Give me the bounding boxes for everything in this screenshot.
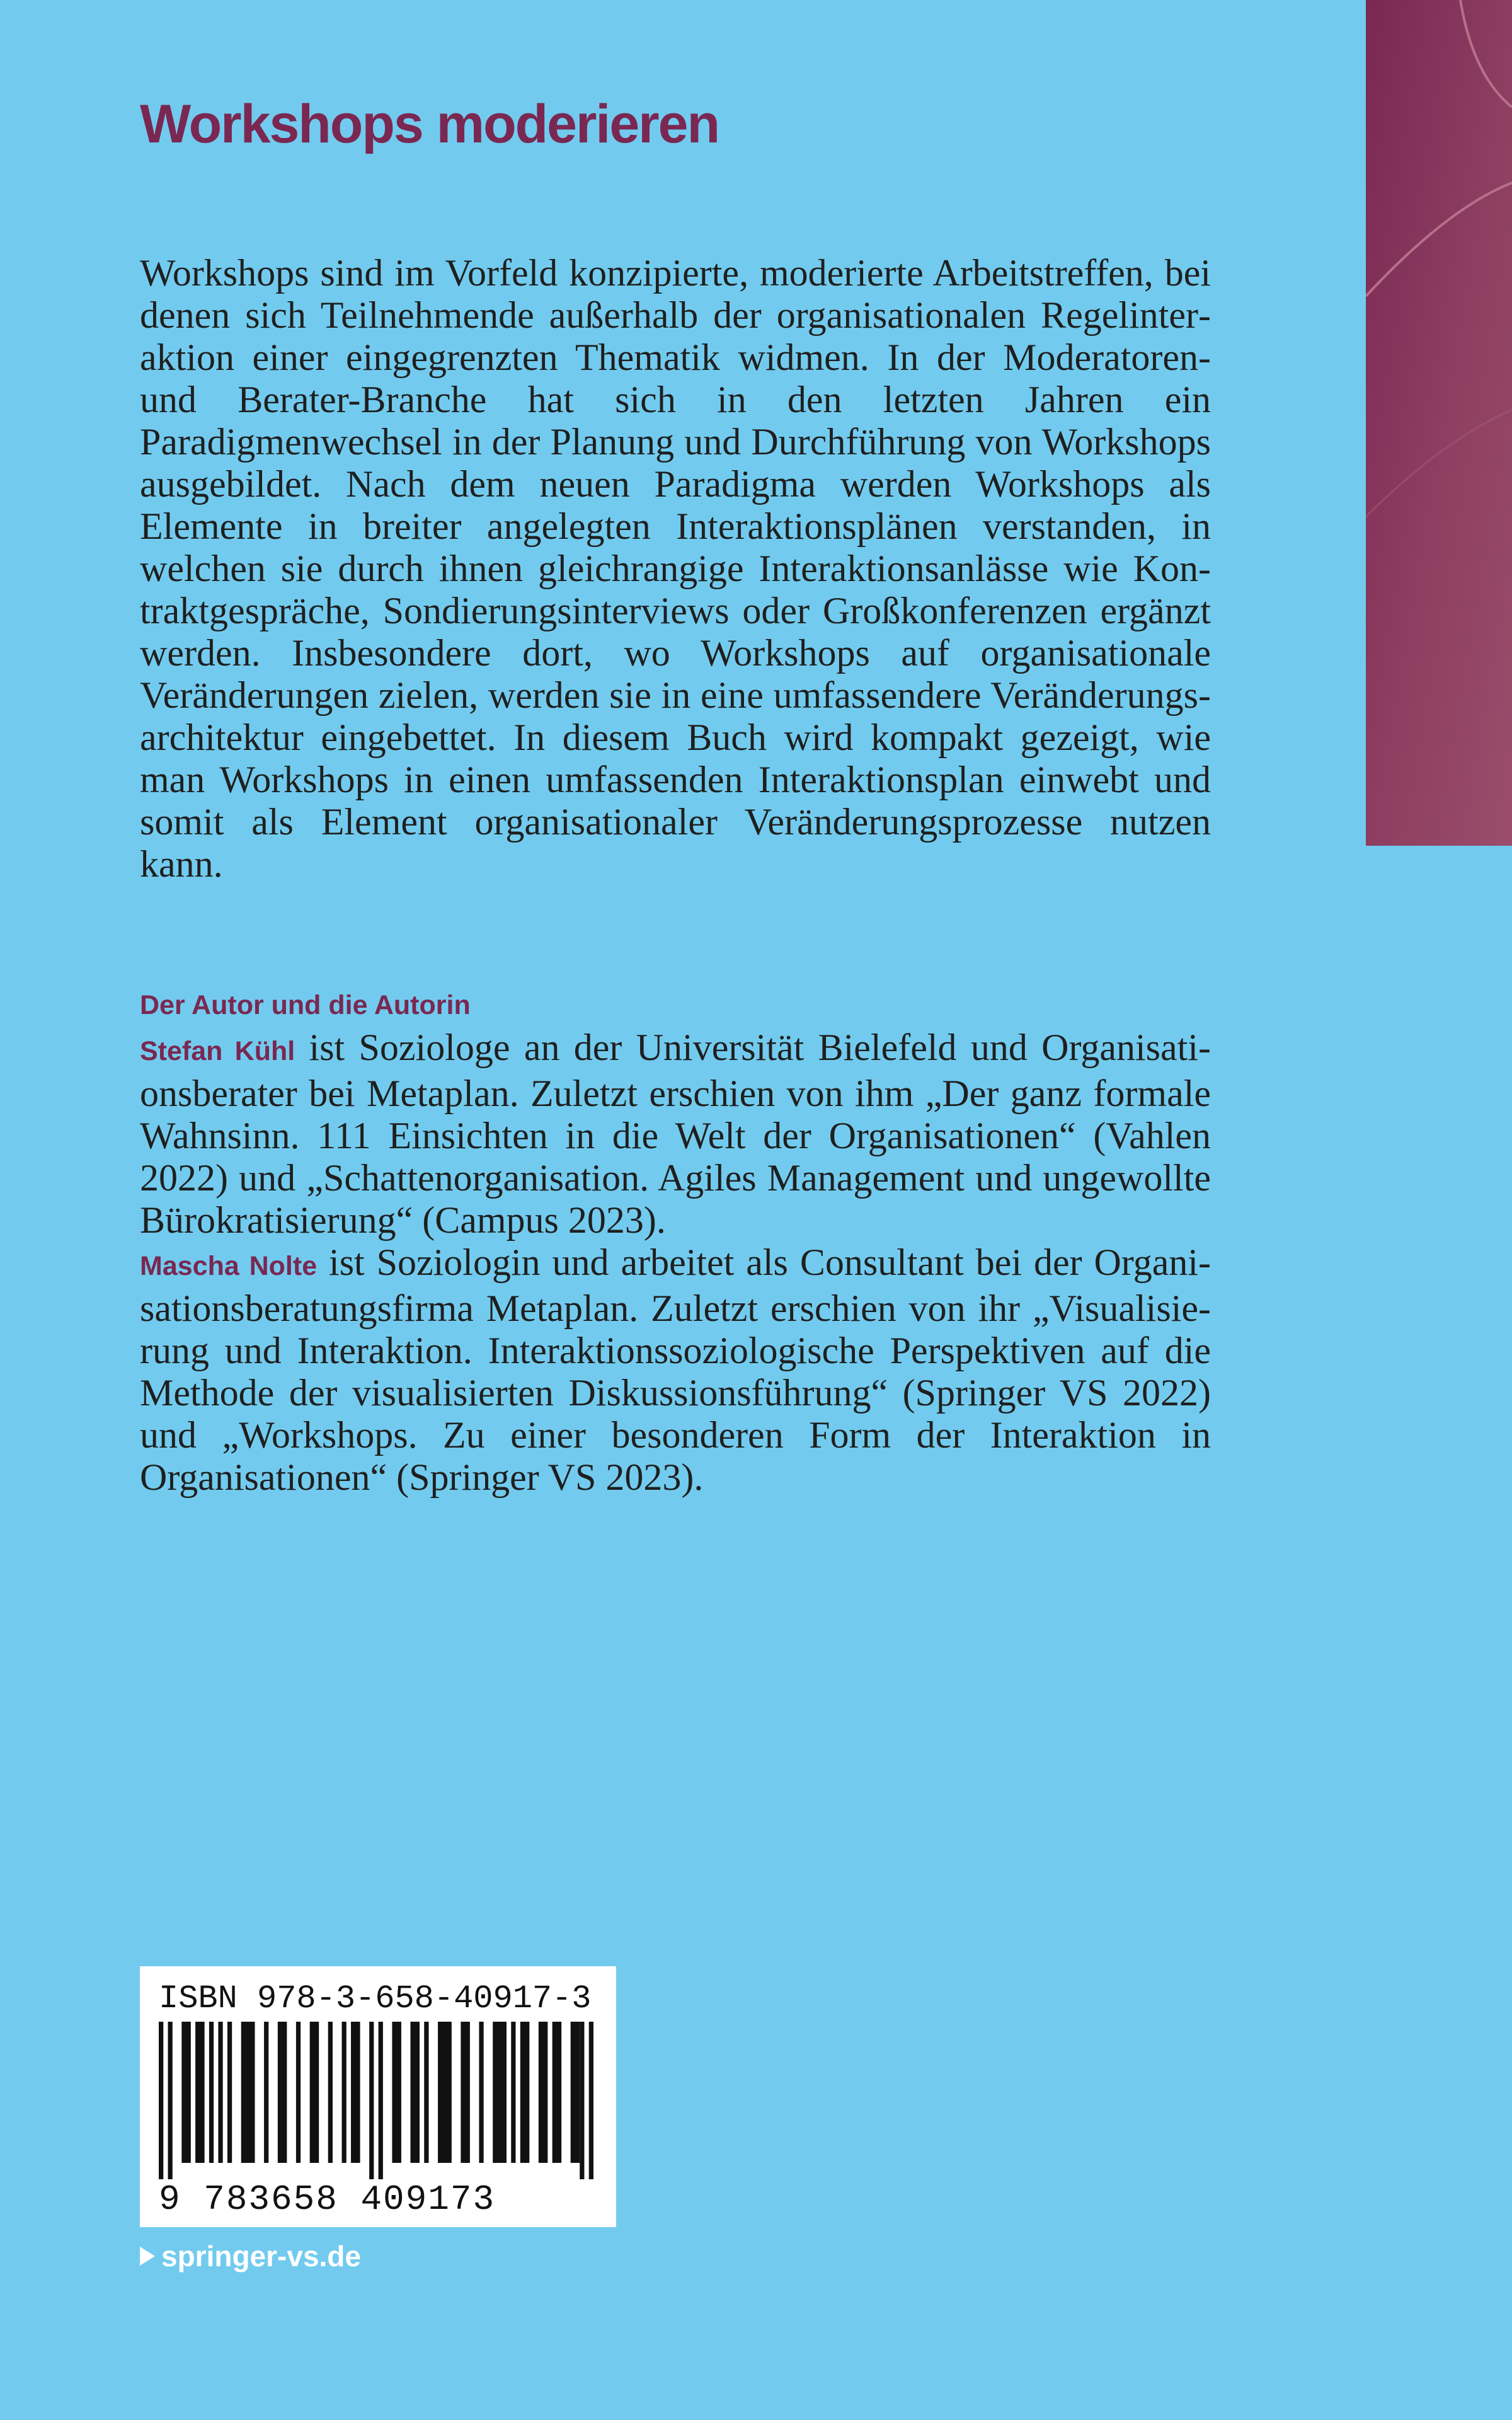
barcode-bar <box>209 2022 214 2163</box>
author-bio-text: ist Soziologin und arbeitet als Consultant bei der Organisationsberatungsfirma Metaplan. Zuletzt erschien von ihr „Visualisierung und Interaktion. Interaktionssoziologische Perspektiven auf die Methode der visualisierten Diskussionsführung“ (Springer VS 2022) und „Workshops. Zu einer besonderen Form der Interaktion in Organisationen“ (Springer VS 2023). <box>140 1242 1211 1498</box>
barcode-bar <box>461 2022 470 2163</box>
barcode-bar <box>296 2022 301 2163</box>
barcode-bar <box>218 2022 222 2163</box>
authors-section <box>140 984 1211 1499</box>
author-bio <box>140 1027 1211 1242</box>
barcode-bar <box>589 2022 593 2179</box>
publisher-website-link[interactable] <box>140 2237 361 2275</box>
barcode-bar <box>571 2022 580 2163</box>
barcode <box>159 2022 593 2179</box>
barcode-bar <box>392 2022 401 2163</box>
barcode-bar <box>379 2022 383 2179</box>
book-title: Workshops moderieren <box>140 94 719 154</box>
band-fill <box>1366 0 1512 846</box>
barcode-bar <box>195 2022 205 2163</box>
barcode-bar <box>553 2022 562 2163</box>
barcode-bar <box>580 2022 584 2179</box>
barcode-bar <box>159 2022 163 2179</box>
decorative-band <box>1366 0 1512 846</box>
author-name: Stefan Kühl <box>140 1036 295 1066</box>
barcode-bar <box>328 2022 333 2163</box>
website-label: springer-vs.de <box>161 2240 361 2273</box>
barcode-bar <box>438 2022 452 2163</box>
barcode-bar <box>168 2022 173 2179</box>
barcode-bar <box>351 2022 360 2163</box>
author-name: Mascha Nolte <box>140 1251 318 1281</box>
barcode-bar <box>181 2022 191 2163</box>
barcode-bar <box>241 2022 255 2163</box>
authors-heading: Der Autor und die Autorin <box>140 990 471 1020</box>
book-description: Workshops sind im Vorfeld konzipierte, moderierte Arbeitstreffen, bei denen sich Teilnehmende außerhalb der organisationalen Regelinteraktion einer eingegrenzten Thematik widmen. In der Moderatoren- und Berater-Branche hat sich in den letzten Jahren ein Paradigmenwechsel in der Planung und Durchführung von Workshops ausgebildet. Nach dem neuen Paradigma werden Workshops als Elemente in breiter angelegten Interaktionsplänen verstanden, in welchen sie durch ihnen gleichrangige Interaktionsanlässe wie Kontraktgespräche, Sondierungsinterviews oder Großkonferenzen ergänzt werden. Insbesondere dort, wo Workshops auf organisationale Veränderungen zielen, werden sie in eine umfassendere Veränderungsarchitektur eingebettet. In diesem Buch wird kompakt gezeigt, wie man Workshops in einen umfassenden Interaktionsplan einwebt und somit als Element organisationaler Veränderungsprozesse nutzen kann. <box>140 252 1211 885</box>
barcode-bar <box>424 2022 428 2163</box>
barcode-bar <box>278 2022 287 2163</box>
barcode-bar <box>520 2022 530 2163</box>
author-bio-text: ist Soziologe an der Universität Bielefeld und Organisationsberater bei Metaplan. Zuletzt erschien von ihm „Der ganz formale Wahnsinn. 111 Einsichten in die Welt der Organisationen“ (Vahlen 2022) und „Schattenorganisation. Agiles Management und ungewollte Bürokratisierung“ (Campus 2023). <box>140 1027 1211 1241</box>
barcode-bar <box>264 2022 268 2163</box>
barcode-bar <box>227 2022 232 2163</box>
barcode-bar <box>342 2022 346 2163</box>
barcode-bar <box>493 2022 507 2163</box>
barcode-bar <box>369 2022 374 2179</box>
author-bio <box>140 1242 1211 1499</box>
barcode-digits: 9 783658 409173 <box>159 2179 496 2220</box>
barcode-bar <box>310 2022 319 2163</box>
barcode-bar <box>511 2022 515 2163</box>
barcode-bar <box>539 2022 548 2163</box>
isbn-barcode-box <box>140 1966 616 2227</box>
isbn-label: ISBN 978-3-658-40917-3 <box>159 1980 592 2017</box>
barcode-bar <box>479 2022 483 2163</box>
barcode-bar <box>410 2022 420 2163</box>
triangle-arrow-icon <box>140 2247 155 2266</box>
